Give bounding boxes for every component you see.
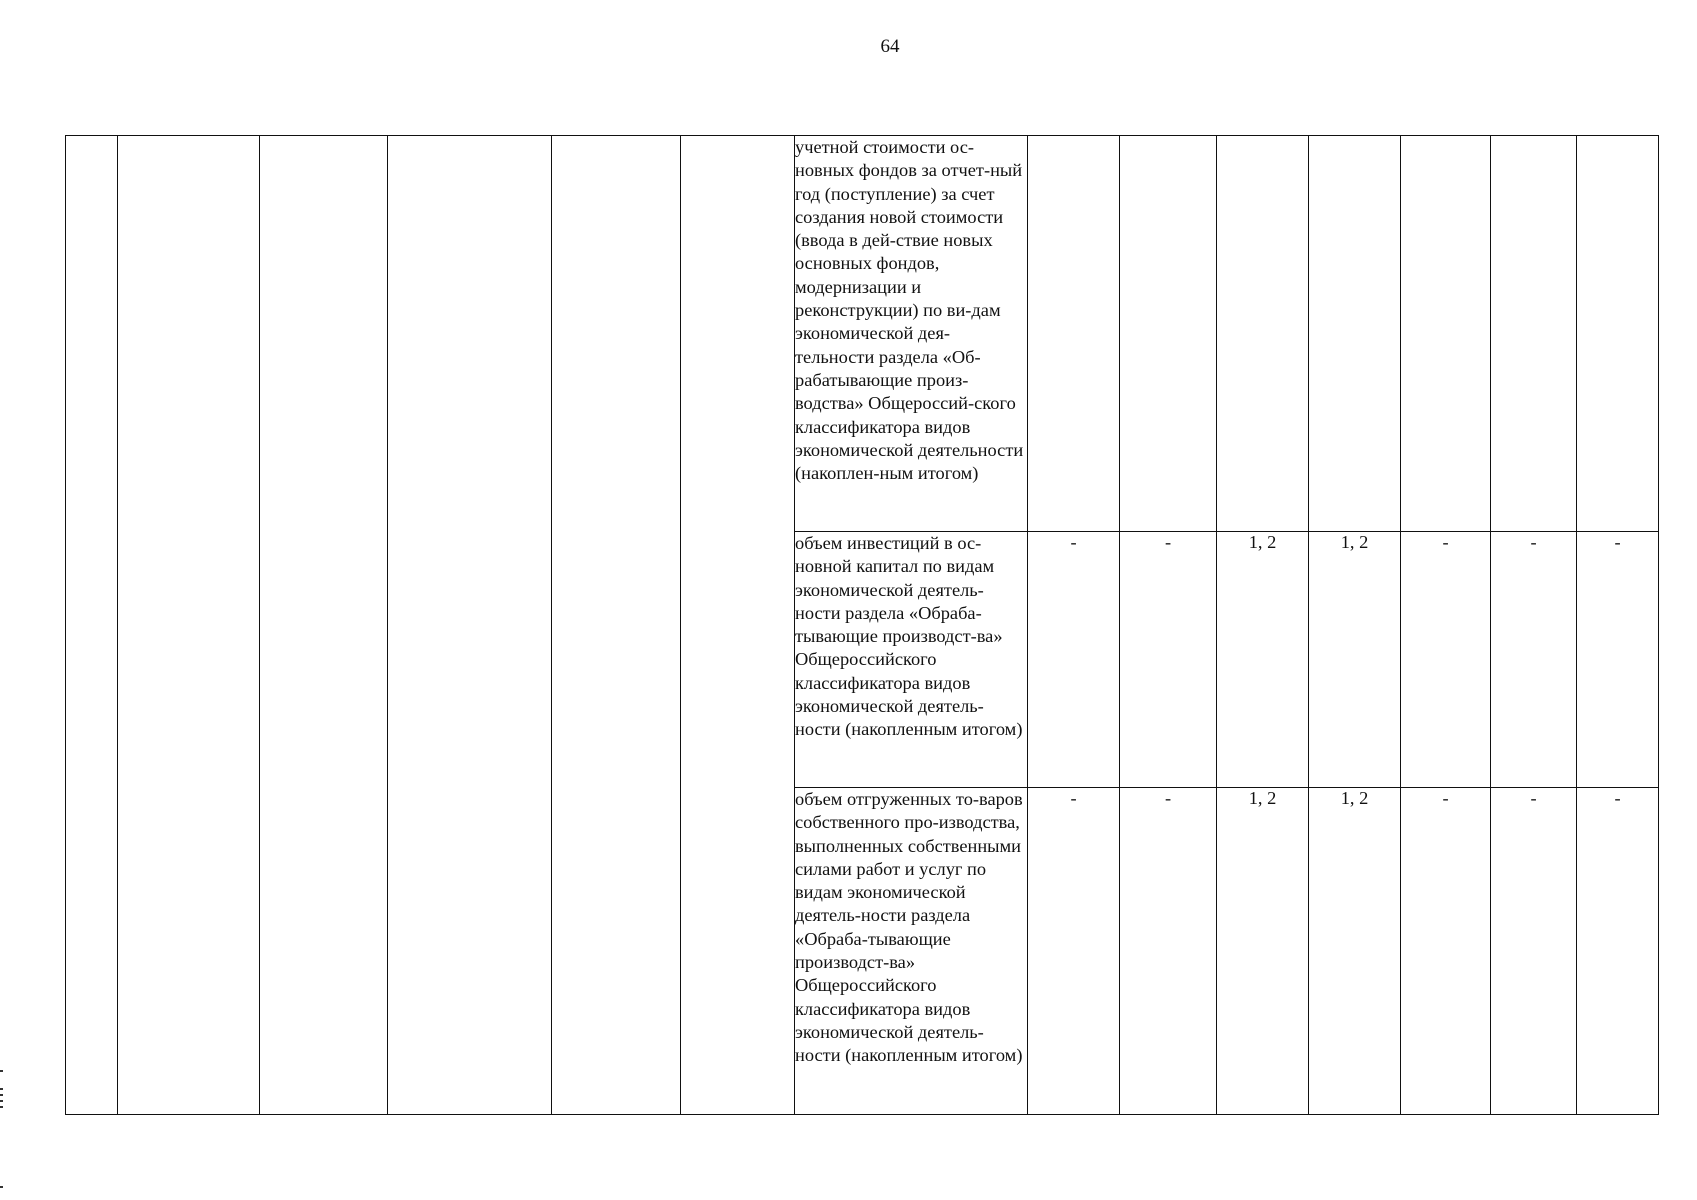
value-cell: - [1401,532,1491,788]
value-cell: - [1028,788,1120,1115]
scan-edge-mark [0,1186,3,1188]
scan-edge-mark [0,1100,3,1102]
indicator-description: учетной стоимости ос-новных фондов за отчет-ный год (поступление) за счет создания новой стоимости (ввода в дей-ствие новых основных фондов, модернизации и реконструкции) по ви-дам экономической дея-тельности раздела «Об-рабатывающие произ-водства» Общероссий-ского классификатора видов экономической деятельности (накоплен-ным итогом) [795,136,1028,532]
cell-empty-2 [118,136,260,1115]
value-cell: - [1120,788,1217,1115]
value-cell: 1, 2 [1309,532,1401,788]
scan-edge-mark [0,1094,3,1096]
scan-edge-mark [0,1088,3,1090]
value-cell: - [1401,788,1491,1115]
value-cell [1028,136,1120,532]
value-cell: - [1491,788,1577,1115]
indicator-table [65,135,1659,1115]
value-cell [1577,136,1659,532]
page-number: 64 [880,36,900,57]
value-cell: 1, 2 [1217,788,1309,1115]
cell-empty-1 [66,136,118,1115]
cell-empty-4 [388,136,552,1115]
value-cell: - [1028,532,1120,788]
scan-edge-mark [0,1106,3,1108]
value-cell [1491,136,1577,532]
scan-edge-mark [0,1070,3,1072]
value-cell [1309,136,1401,532]
value-cell: - [1491,532,1577,788]
value-cell: - [1577,532,1659,788]
value-cell: 1, 2 [1217,532,1309,788]
value-cell [1217,136,1309,532]
value-cell: 1, 2 [1309,788,1401,1115]
value-cell [1120,136,1217,532]
value-cell: - [1120,532,1217,788]
value-cell [1401,136,1491,532]
indicator-description: объем отгруженных то-варов собственного про-изводства, выполненных собственными силами работ и услуг по видам экономической деятель-ности раздела «Обраба-тывающие производст-ва» Общероссийского классификатора видов экономической деятель-ности (накопленным итогом) [795,788,1028,1115]
cell-empty-5 [552,136,681,1115]
cell-empty-3 [260,136,388,1115]
cell-empty-6 [681,136,795,1115]
value-cell: - [1577,788,1659,1115]
table-row [66,136,1659,532]
indicator-description: объем инвестиций в ос-новной капитал по видам экономической деятель-ности раздела «Обраба-тывающие производст-ва» Общероссийского классификатора видов экономической деятель-ности (накопленным итогом) [795,532,1028,788]
